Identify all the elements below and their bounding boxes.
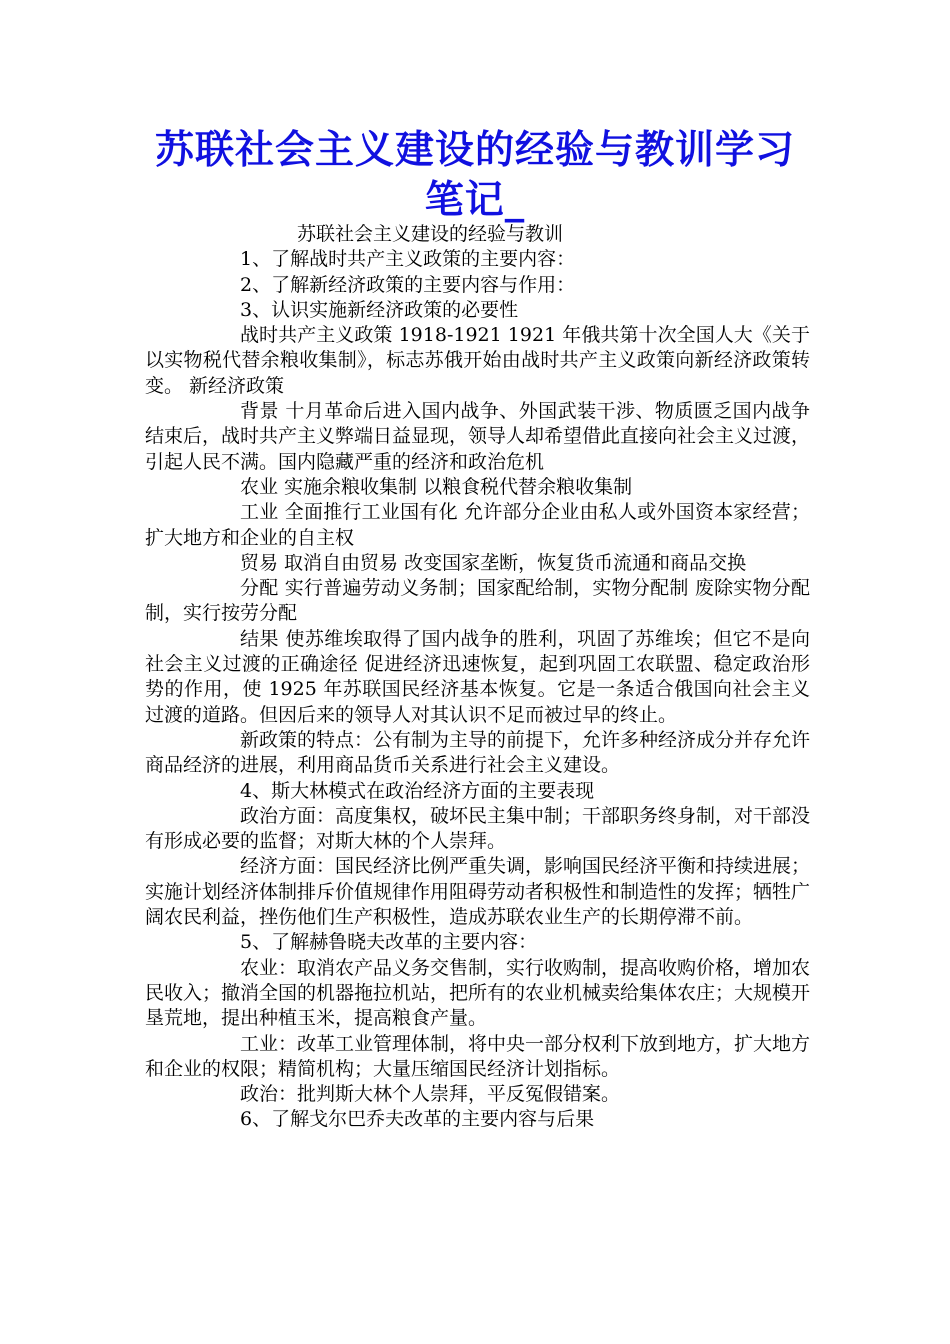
body-paragraph: 政治：批判斯大林个人崇拜，平反冤假错案。: [240, 1083, 621, 1106]
body-paragraph: 结果 使苏维埃取得了国内战争的胜利，巩固了苏维埃；但它不是向社会主义过渡的正确途径 促进经济迅速恢复，起到巩固工农联盟、稳定政治形势的作用，使 1925 年苏联国民经济基本恢复。它是一条适合俄国向社会主义过渡的道路。但因后来的领导人对其认识不足而被过早的终止。: [145, 627, 810, 726]
body-paragraph: 背景 十月革命后进入国内战争、外国武装干涉、物质匮乏国内战争结束后，战时共产主义弊端日益显现，领导人却希望借此直接向社会主义过渡，引起人民不满。国内隐藏严重的经济和政治危机: [145, 400, 811, 473]
body-paragraph: 工业：改革工业管理体制，将中央一部分权利下放到地方，扩大地方和企业的权限；精简机构；大量压缩国民经济计划指标。: [145, 1032, 811, 1080]
body-paragraph: 农业 实施余粮收集制 以粮食税代替余粮收集制: [240, 475, 633, 498]
body-paragraph: 4、斯大林模式在政治经济方面的主要表现: [240, 779, 595, 802]
body-paragraph: 贸易 取消自由贸易 改变国家垄断，恢复货币流通和商品交换: [240, 551, 747, 574]
body-paragraph: 1、了解战时共产主义政策的主要内容：: [240, 248, 576, 271]
body-paragraph: 新政策的特点：公有制为主导的前提下，允许多种经济成分并存允许商品经济的进展，利用商品货币关系进行社会主义建设。: [145, 728, 811, 777]
body-paragraph: 分配 实行普遍劳动义务制；国家配给制，实物分配制 废除实物分配制，实行按劳分配: [145, 577, 810, 625]
body-paragraph: 3、认识实施新经济政策的必要性: [240, 298, 519, 321]
body-paragraph: 2、了解新经济政策的主要内容与作用：: [240, 273, 576, 296]
body-paragraph: 经济方面：国民经济比例严重失调，影响国民经济平衡和持续进展；实施计划经济体制排斥价值规律作用阻碍劳动者积极性和制造性的发挥；牺牲广阔农民利益，挫伤他们生产积极性，造成苏联农业生产的长期停滞不前。: [145, 855, 811, 929]
body-paragraph: 6、了解戈尔巴乔夫改革的主要内容与后果: [240, 1108, 595, 1131]
document-title: 苏联社会主义建设的经验与教训学习笔记_: [154, 128, 795, 223]
body-paragraph: 农业：取消农产品义务交售制，实行收购制，提高收购价格，增加农民收入；撤消全国的机器拖拉机站，把所有的农业机械卖给集体农庄；大规模开垦荒地，提出种植玉米，提高粮食产量。: [145, 956, 811, 1030]
document-subtitle: 苏联社会主义建设的经验与教训: [297, 223, 564, 245]
document-body: [145, 222, 810, 1133]
body-paragraph: 5、了解赫鲁晓夫改革的主要内容：: [240, 931, 538, 954]
body-paragraph: 战时共产主义政策 1918-1921 1921 年俄共第十次全国人大《关于以实物税代替余粮收集制》，标志苏俄开始由战时共产主义政策向新经济政策转变。 新经济政策: [145, 324, 810, 397]
body-paragraph: 政治方面：高度集权，破坏民主集中制；干部职务终身制，对干部没有形成必要的监督；对斯大林的个人崇拜。: [145, 804, 811, 853]
body-paragraph: 工业 全面推行工业国有化 允许部分企业由私人或外国资本家经营；扩大地方和企业的自主权: [145, 501, 810, 549]
